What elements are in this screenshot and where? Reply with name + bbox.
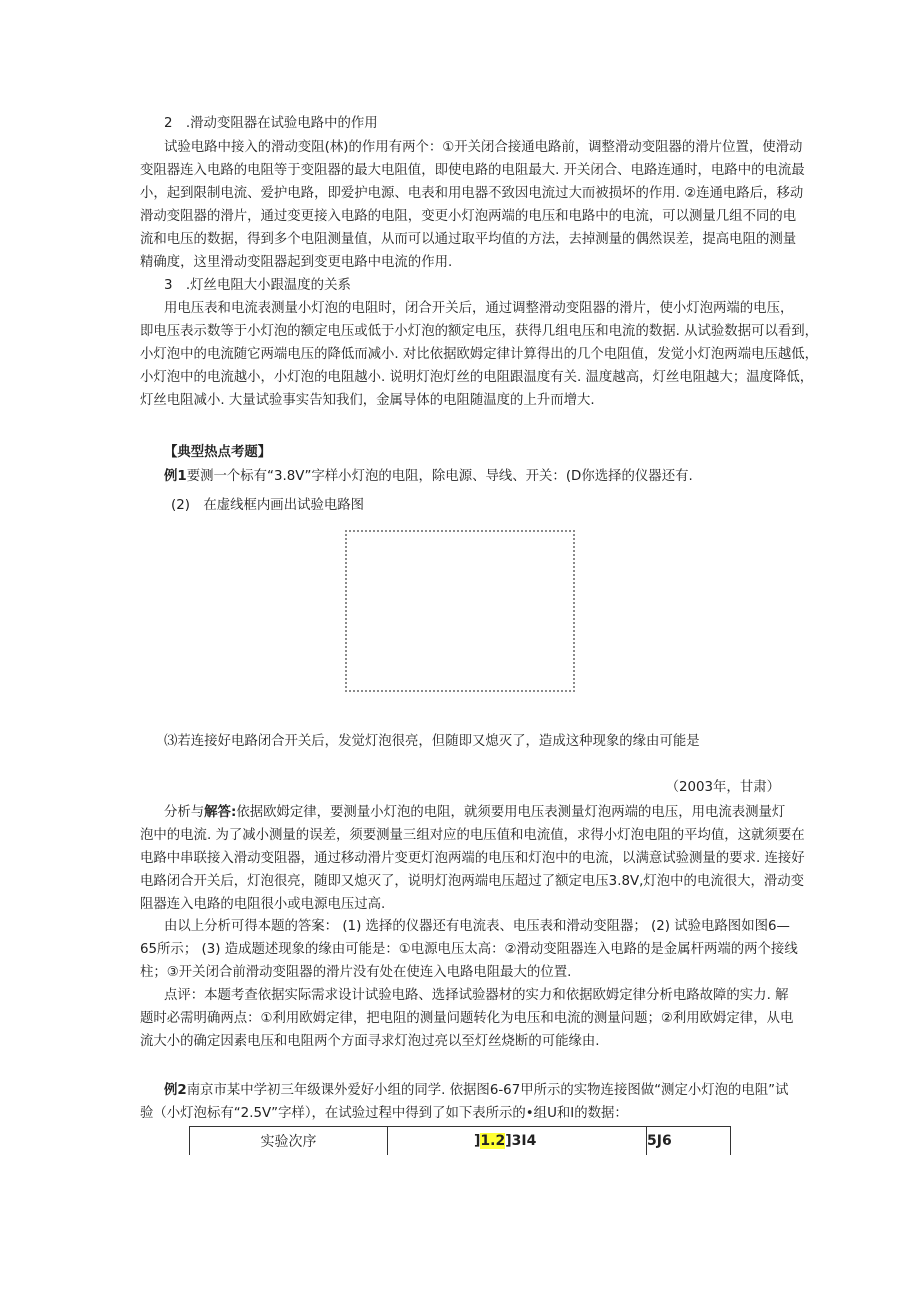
example-2-line [164, 1081, 789, 1101]
answer-line: 柱；③开关闭合前滑动变阻器的滑片没有处在使连入电路电阻最大的位置. [140, 965, 572, 980]
analysis-line [164, 803, 785, 823]
solution-label: 解答: [204, 805, 237, 820]
section-3-line: 小灯泡中的电流随它两端电压的降低而减小. 对比依据欧姆定律计算得出的几个电阻值，发觉小灯泡两端电压越低， [140, 347, 819, 362]
section-3-line: 小灯泡中的电流越小，小灯泡的电阻越小. 说明灯泡灯丝的电阻跟温度有关. 温度越高，灯丝电阻越大；温度降低， [140, 370, 814, 385]
table-row [190, 1127, 731, 1156]
table-cell [388, 1127, 647, 1156]
example-2-line: 验（小灯泡标有“2.5V”字样），在试验过程中得到了如下表所示的•组U和I的数据： [140, 1106, 628, 1121]
section-2-line: 精确度，这里滑动变阻器起到变更电路中电流的作用. [140, 255, 453, 270]
answer-line: 由以上分析可得本题的答案： (1) 选择的仪器还有电流表、电压表和滑动变阻器； (2) 试验电路图如图6— [164, 919, 790, 934]
example-2-label: 例2 [164, 1083, 187, 1098]
section-3-line: 用电压表和电流表测量小灯泡的电阻时，闭合开关后，通过调整滑动变阻器的滑片，使小灯泡两端的电压， [164, 301, 794, 316]
section-2-line: 流和电压的数据，得到多个电阻测量值，从而可以通过取平均值的方法，去掉测量的偶然误差，提高电阻的测量 [140, 232, 797, 247]
analysis-line: 电路中串联接入滑动变阻器，通过移动滑片变更灯泡两端的电压和灯泡中的电流，以满意试验测量的要求. 连接好 [140, 851, 805, 866]
section-2-line: 小，起到限制电流、爱护电路，即爱护电源、电表和用电器不致因电流过大而被损坏的作用. ②连通电路后，移动 [140, 186, 804, 201]
analysis-line: 电路闭合开关后，灯泡很亮，随即又熄灭了，说明灯泡两端电压超过了额定电压3.8V,灯泡中的电流很大，滑动变 [140, 874, 805, 889]
question-2: (2) 在虚线框内画出试验电路图 [171, 498, 365, 513]
section-2-heading: 2 .滑动变阻器在试验电路中的作用 [164, 116, 378, 131]
analysis-line: 泡中的电流. 为了减小测量的误差，须要测量三组对应的电压值和电流值，求得小灯泡电阻的平均值，这就须要在 [140, 828, 805, 843]
table-header-cell: 实验次序 [190, 1127, 388, 1156]
data-table [189, 1126, 731, 1155]
example-1-label: 例1 [164, 469, 187, 484]
table-cell-text: ]3I4 [505, 1133, 537, 1149]
answer-line: 65所示； (3) 造成题述现象的缘由可能是：①电源电压太高：②滑动变阻器连入电路的是金属杆两端的两个接线 [140, 942, 798, 957]
section-3-line: 即电压表示数等于小灯泡的额定电压或低于小灯泡的额定电压，获得几组电压和电流的数据. 从试验数据可以看到， [140, 324, 819, 339]
section-2-line: 滑动变阻器的滑片，通过变更接入电路的电阻，变更小灯泡两端的电压和电路中的电流，可以测量几组不同的电 [140, 209, 797, 224]
example-1-question [164, 467, 693, 487]
section-2-line: 变阻器连入电路的电阻等于变阻器的最大电阻值，即使电路的电阻最大. 开关闭合、电路连通时，电路中的电流最 [140, 163, 805, 178]
section-2-line: 试验电路中接入的滑动变阻(林)的作用有两个：①开关闭合接通电路前，调整滑动变阻器的滑片位置，使滑动 [164, 140, 803, 155]
analysis-line: 阻器连入电路的电阻很小或电源电压过高. [140, 897, 386, 912]
example-2-text: 南京市某中学初三年级课外爱好小组的同学. 依据图6-67甲所示的实物连接图做“测定小灯泡的电阻”试 [186, 1083, 789, 1098]
comment-line: 点评：本题考查依据实际需求设计试验电路、选择试验器材的实力和依据欧姆定律分析电路故障的实力. 解 [164, 988, 789, 1003]
section-3-heading: 3 .灯丝电阻大小跟温度的关系 [164, 278, 351, 293]
question-source: （2003年，甘肃） [665, 780, 780, 795]
analysis-label: 分析与 [164, 805, 205, 820]
circuit-diagram-dashed-box [345, 530, 575, 692]
section-3-line: 灯丝电阻减小. 大量试验事实告知我们，金属导体的电阻随温度的上升而增大. [140, 393, 595, 408]
comment-line: 流大小的确定因素电压和电阻两个方面寻求灯泡过亮以至灯丝烧断的可能缘由. [140, 1034, 600, 1049]
example-1-text: 要测一个标有“3.8V”字样小灯泡的电阻，除电源、导线、开关：(D你选择的仪器还有. [186, 469, 693, 484]
typical-questions-heading: 【典型热点考题】 [164, 445, 272, 460]
table-cell-text: ] [474, 1133, 481, 1149]
question-3: ⑶若连接好电路闭合开关后，发觉灯泡很亮，但随即又熄灭了，造成这种现象的缘由可能是 [164, 734, 700, 749]
highlighted-value: 1.2 [480, 1133, 506, 1149]
analysis-first-text: 依据欧姆定律，要测量小灯泡的电阻，就须要用电压表测量灯泡两端的电压，用电流表测量灯 [236, 805, 786, 820]
table-cell: 5J6 [647, 1127, 731, 1156]
comment-line: 题时必需明确两点：①利用欧姆定律，把电阻的测量问题转化为电压和电流的测量问题；②利用欧姆定律，从电 [140, 1011, 794, 1026]
